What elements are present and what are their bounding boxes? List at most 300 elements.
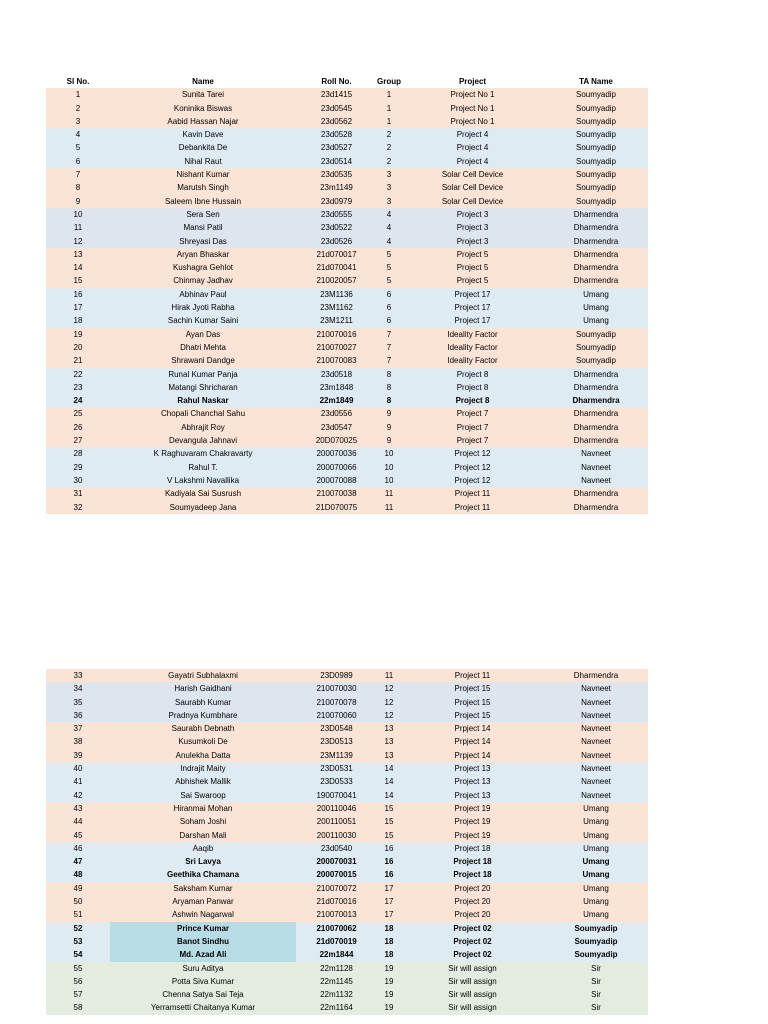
header-roll-no: Roll No. — [296, 75, 377, 88]
cell-sl-no: 18 — [46, 314, 110, 327]
cell-name: Saleem Ibne Hussain — [110, 195, 296, 208]
cell-project: Project 15 — [401, 682, 544, 695]
cell-ta-name: Navneet — [544, 474, 648, 487]
cell-roll-no: 23D0989 — [296, 669, 377, 682]
cell-roll-no: 21d070019 — [296, 935, 377, 948]
table-row — [46, 407, 648, 420]
cell-name: Devangula Jahnavi — [110, 434, 296, 447]
cell-project: Solar Cell Device — [401, 181, 544, 194]
cell-roll-no: 200070036 — [296, 447, 377, 460]
cell-ta-name: Navneet — [544, 461, 648, 474]
cell-project: Project 13 — [401, 789, 544, 802]
table-row — [46, 474, 648, 487]
cell-ta-name: Soumyadip — [544, 115, 648, 128]
cell-name: Matangi Shricharan — [110, 381, 296, 394]
cell-sl-no: 37 — [46, 722, 110, 735]
cell-project: Project 19 — [401, 802, 544, 815]
cell-sl-no: 23 — [46, 381, 110, 394]
cell-name: Kusumkoli De — [110, 735, 296, 748]
table-row — [46, 354, 648, 367]
cell-project: Project 02 — [401, 935, 544, 948]
table-row — [46, 829, 648, 842]
cell-name: Yerramsetti Chaitanya Kumar — [110, 1001, 296, 1014]
cell-sl-no: 24 — [46, 394, 110, 407]
cell-group: 7 — [377, 354, 401, 367]
cell-name: Koninika Biswas — [110, 102, 296, 115]
table-row — [46, 855, 648, 868]
cell-ta-name: Soumyadip — [544, 341, 648, 354]
cell-project: Project 3 — [401, 235, 544, 248]
cell-sl-no: 14 — [46, 261, 110, 274]
cell-name: Chenna Satya Sai Teja — [110, 988, 296, 1001]
cell-project: Project 19 — [401, 815, 544, 828]
cell-group: 3 — [377, 181, 401, 194]
cell-roll-no: 210070013 — [296, 908, 377, 921]
table-row — [46, 381, 648, 394]
cell-sl-no: 9 — [46, 195, 110, 208]
table-row — [46, 461, 648, 474]
cell-name: Potta Siva Kumar — [110, 975, 296, 988]
cell-roll-no: 23m1848 — [296, 381, 377, 394]
table-row — [46, 155, 648, 168]
cell-name: Marutsh Singh — [110, 181, 296, 194]
cell-group: 9 — [377, 421, 401, 434]
table-row — [46, 802, 648, 815]
cell-name: Saksham Kumar — [110, 882, 296, 895]
cell-ta-name: Soumyadip — [544, 88, 648, 101]
cell-roll-no: 23d0540 — [296, 842, 377, 855]
cell-sl-no: 7 — [46, 168, 110, 181]
table-row — [46, 421, 648, 434]
table-row — [46, 128, 648, 141]
cell-sl-no: 33 — [46, 669, 110, 682]
table-row — [46, 935, 648, 948]
cell-name: Shrawani Dandge — [110, 354, 296, 367]
cell-roll-no: 23d0527 — [296, 141, 377, 154]
table-row — [46, 88, 648, 101]
cell-name: Chinmay Jadhav — [110, 274, 296, 287]
cell-sl-no: 42 — [46, 789, 110, 802]
cell-project: Project No 1 — [401, 88, 544, 101]
cell-ta-name: Dharmendra — [544, 235, 648, 248]
table-row — [46, 762, 648, 775]
cell-roll-no: 23d0562 — [296, 115, 377, 128]
cell-project: Project 4 — [401, 141, 544, 154]
cell-name: Dhatri Mehta — [110, 341, 296, 354]
cell-project: Ideality Factor — [401, 328, 544, 341]
cell-roll-no: 23m1149 — [296, 181, 377, 194]
cell-name: Nihal Raut — [110, 155, 296, 168]
cell-roll-no: 23d1415 — [296, 88, 377, 101]
cell-name: Sachin Kumar Saini — [110, 314, 296, 327]
table-row — [46, 988, 648, 1001]
cell-project: Project 8 — [401, 381, 544, 394]
cell-roll-no: 200110051 — [296, 815, 377, 828]
cell-group: 1 — [377, 115, 401, 128]
cell-roll-no: 210070062 — [296, 922, 377, 935]
cell-roll-no: 190070041 — [296, 789, 377, 802]
cell-project: Sir will assign — [401, 1001, 544, 1014]
cell-roll-no: 22m1145 — [296, 975, 377, 988]
cell-group: 17 — [377, 895, 401, 908]
cell-roll-no: 23d0528 — [296, 128, 377, 141]
table-row — [46, 895, 648, 908]
cell-roll-no: 20D070025 — [296, 434, 377, 447]
cell-sl-no: 32 — [46, 501, 110, 514]
table-row — [46, 682, 648, 695]
cell-ta-name: Navneet — [544, 775, 648, 788]
cell-group: 17 — [377, 882, 401, 895]
cell-project: Project 15 — [401, 709, 544, 722]
cell-project: Sir will assign — [401, 988, 544, 1001]
cell-sl-no: 30 — [46, 474, 110, 487]
cell-group: 11 — [377, 487, 401, 500]
table-row — [46, 487, 648, 500]
cell-name: Suru Aditya — [110, 962, 296, 975]
cell-ta-name: Dharmendra — [544, 669, 648, 682]
cell-project: Project 19 — [401, 829, 544, 842]
table-row — [46, 341, 648, 354]
cell-ta-name: Soumyadip — [544, 922, 648, 935]
cell-name: Mansi Patil — [110, 221, 296, 234]
cell-project: Project 15 — [401, 696, 544, 709]
cell-group: 18 — [377, 935, 401, 948]
cell-ta-name: Dharmendra — [544, 394, 648, 407]
cell-group: 5 — [377, 274, 401, 287]
cell-sl-no: 17 — [46, 301, 110, 314]
cell-roll-no: 200110046 — [296, 802, 377, 815]
cell-ta-name: Dharmendra — [544, 274, 648, 287]
cell-ta-name: Navneet — [544, 789, 648, 802]
cell-ta-name: Dharmendra — [544, 434, 648, 447]
cell-group: 4 — [377, 208, 401, 221]
cell-project: Project 18 — [401, 868, 544, 881]
cell-roll-no: 200070066 — [296, 461, 377, 474]
cell-group: 15 — [377, 829, 401, 842]
cell-sl-no: 55 — [46, 962, 110, 975]
cell-roll-no: 21d070017 — [296, 248, 377, 261]
cell-sl-no: 6 — [46, 155, 110, 168]
table-row — [46, 235, 648, 248]
cell-group: 10 — [377, 461, 401, 474]
cell-sl-no: 13 — [46, 248, 110, 261]
table-row — [46, 696, 648, 709]
cell-roll-no: 210070072 — [296, 882, 377, 895]
cell-ta-name: Sir — [544, 1001, 648, 1014]
cell-project: Project 13 — [401, 762, 544, 775]
cell-project: Project 8 — [401, 394, 544, 407]
cell-sl-no: 57 — [46, 988, 110, 1001]
cell-sl-no: 38 — [46, 735, 110, 748]
cell-group: 9 — [377, 434, 401, 447]
cell-sl-no: 41 — [46, 775, 110, 788]
cell-sl-no: 8 — [46, 181, 110, 194]
cell-ta-name: Umang — [544, 815, 648, 828]
cell-ta-name: Soumyadip — [544, 128, 648, 141]
table-row — [46, 434, 648, 447]
cell-sl-no: 22 — [46, 368, 110, 381]
cell-project: Prpject 14 — [401, 722, 544, 735]
cell-name: Abhishek Mallik — [110, 775, 296, 788]
cell-group: 13 — [377, 722, 401, 735]
cell-group: 9 — [377, 407, 401, 420]
cell-project: Project 12 — [401, 447, 544, 460]
cell-group: 18 — [377, 922, 401, 935]
table-row — [46, 141, 648, 154]
cell-roll-no: 200070031 — [296, 855, 377, 868]
cell-group: 15 — [377, 802, 401, 815]
cell-roll-no: 23d0556 — [296, 407, 377, 420]
cell-group: 19 — [377, 988, 401, 1001]
cell-name: Anulekha Datta — [110, 749, 296, 762]
cell-ta-name: Sir — [544, 988, 648, 1001]
cell-ta-name: Dharmendra — [544, 421, 648, 434]
table-row — [46, 722, 648, 735]
cell-project: Project 20 — [401, 895, 544, 908]
header-project: Project — [401, 75, 544, 88]
cell-name: Pradnya Kumbhare — [110, 709, 296, 722]
table-row — [46, 288, 648, 301]
table-row — [46, 115, 648, 128]
cell-ta-name: Navneet — [544, 447, 648, 460]
cell-roll-no: 23D0531 — [296, 762, 377, 775]
cell-group: 5 — [377, 248, 401, 261]
cell-group: 1 — [377, 88, 401, 101]
cell-group: 8 — [377, 381, 401, 394]
header-row — [46, 75, 648, 88]
cell-roll-no: 210070027 — [296, 341, 377, 354]
cell-project: Project 8 — [401, 368, 544, 381]
cell-group: 2 — [377, 128, 401, 141]
cell-project: Project 12 — [401, 474, 544, 487]
cell-project: Project 12 — [401, 461, 544, 474]
cell-name: Runal Kumar Panja — [110, 368, 296, 381]
cell-roll-no: 23d0535 — [296, 168, 377, 181]
cell-ta-name: Umang — [544, 802, 648, 815]
cell-ta-name: Soumyadip — [544, 141, 648, 154]
cell-ta-name: Dharmendra — [544, 221, 648, 234]
cell-roll-no: 21D070075 — [296, 501, 377, 514]
cell-roll-no: 22m1844 — [296, 948, 377, 961]
cell-project: Project 5 — [401, 248, 544, 261]
cell-group: 12 — [377, 682, 401, 695]
cell-group: 10 — [377, 447, 401, 460]
cell-ta-name: Soumyadip — [544, 181, 648, 194]
table-row — [46, 749, 648, 762]
cell-sl-no: 25 — [46, 407, 110, 420]
cell-group: 14 — [377, 775, 401, 788]
cell-sl-no: 5 — [46, 141, 110, 154]
cell-roll-no: 23d0545 — [296, 102, 377, 115]
cell-name: Debankita De — [110, 141, 296, 154]
cell-ta-name: Soumyadip — [544, 328, 648, 341]
table-row — [46, 669, 648, 682]
table-row — [46, 394, 648, 407]
table-row — [46, 181, 648, 194]
cell-ta-name: Umang — [544, 855, 648, 868]
table-row — [46, 261, 648, 274]
cell-sl-no: 46 — [46, 842, 110, 855]
cell-name: Sera Sen — [110, 208, 296, 221]
cell-project: Project 4 — [401, 155, 544, 168]
table-row — [46, 368, 648, 381]
cell-ta-name: Soumyadip — [544, 168, 648, 181]
table-row — [46, 735, 648, 748]
cell-roll-no: 23d0526 — [296, 235, 377, 248]
cell-roll-no: 200110030 — [296, 829, 377, 842]
cell-roll-no: 22m1132 — [296, 988, 377, 1001]
cell-ta-name: Umang — [544, 882, 648, 895]
cell-sl-no: 20 — [46, 341, 110, 354]
cell-ta-name: Soumyadip — [544, 195, 648, 208]
cell-name: Shreyasi Das — [110, 235, 296, 248]
header-ta-name: TA Name — [544, 75, 648, 88]
cell-group: 7 — [377, 341, 401, 354]
cell-group: 3 — [377, 168, 401, 181]
cell-roll-no: 23d0547 — [296, 421, 377, 434]
cell-name: Kadiyala Sai Susrush — [110, 487, 296, 500]
cell-roll-no: 23d0979 — [296, 195, 377, 208]
cell-project: Project 4 — [401, 128, 544, 141]
cell-sl-no: 50 — [46, 895, 110, 908]
cell-roll-no: 23d0555 — [296, 208, 377, 221]
cell-sl-no: 54 — [46, 948, 110, 961]
cell-name: Indrajit Maity — [110, 762, 296, 775]
cell-roll-no: 23D0533 — [296, 775, 377, 788]
cell-roll-no: 210070030 — [296, 682, 377, 695]
cell-name: Soumyadeep Jana — [110, 501, 296, 514]
cell-ta-name: Navneet — [544, 709, 648, 722]
cell-ta-name: Navneet — [544, 682, 648, 695]
cell-sl-no: 3 — [46, 115, 110, 128]
cell-sl-no: 19 — [46, 328, 110, 341]
cell-name: Saurabh Kumar — [110, 696, 296, 709]
table-row — [46, 102, 648, 115]
cell-name: Darshan Mali — [110, 829, 296, 842]
cell-sl-no: 49 — [46, 882, 110, 895]
cell-sl-no: 15 — [46, 274, 110, 287]
student-table-part-2 — [46, 669, 648, 1015]
table-row — [46, 168, 648, 181]
cell-name: Chopali Chanchal Sahu — [110, 407, 296, 420]
cell-project: Project 3 — [401, 208, 544, 221]
cell-ta-name: Soumyadip — [544, 935, 648, 948]
cell-project: Ideality Factor — [401, 341, 544, 354]
header-name: Name — [110, 75, 296, 88]
cell-project: Project 20 — [401, 908, 544, 921]
cell-ta-name: Soumyadip — [544, 155, 648, 168]
cell-group: 6 — [377, 288, 401, 301]
cell-group: 16 — [377, 842, 401, 855]
table-row — [46, 908, 648, 921]
cell-ta-name: Dharmendra — [544, 381, 648, 394]
cell-group: 19 — [377, 962, 401, 975]
cell-roll-no: 23d0522 — [296, 221, 377, 234]
cell-project: Project 11 — [401, 501, 544, 514]
cell-name: Hirak Jyoti Rabha — [110, 301, 296, 314]
cell-group: 4 — [377, 235, 401, 248]
cell-ta-name: Umang — [544, 895, 648, 908]
cell-sl-no: 40 — [46, 762, 110, 775]
cell-ta-name: Dharmendra — [544, 208, 648, 221]
cell-project: Project 17 — [401, 288, 544, 301]
cell-project: Project 18 — [401, 855, 544, 868]
cell-project: Project 7 — [401, 434, 544, 447]
cell-ta-name: Navneet — [544, 749, 648, 762]
cell-name: Md. Azad Ali — [110, 948, 296, 961]
table-row — [46, 882, 648, 895]
cell-group: 3 — [377, 195, 401, 208]
cell-roll-no: 21d070041 — [296, 261, 377, 274]
cell-roll-no: 22m1128 — [296, 962, 377, 975]
cell-group: 19 — [377, 975, 401, 988]
cell-project: Project 5 — [401, 274, 544, 287]
cell-roll-no: 23M1162 — [296, 301, 377, 314]
cell-project: Project 02 — [401, 922, 544, 935]
cell-group: 12 — [377, 709, 401, 722]
cell-ta-name: Umang — [544, 868, 648, 881]
cell-name: Sri Lavya — [110, 855, 296, 868]
cell-ta-name: Dharmendra — [544, 407, 648, 420]
cell-project: Sir will assign — [401, 975, 544, 988]
cell-group: 14 — [377, 762, 401, 775]
cell-ta-name: Dharmendra — [544, 248, 648, 261]
cell-name: Ayan Das — [110, 328, 296, 341]
table-row — [46, 208, 648, 221]
cell-roll-no: 200070088 — [296, 474, 377, 487]
cell-sl-no: 53 — [46, 935, 110, 948]
cell-name: Aaqib — [110, 842, 296, 855]
header-sl-no: Sl No. — [46, 75, 110, 88]
cell-name: Harish Gaidhani — [110, 682, 296, 695]
cell-project: Project No 1 — [401, 115, 544, 128]
cell-ta-name: Umang — [544, 314, 648, 327]
cell-name: Aabid Hassan Najar — [110, 115, 296, 128]
cell-roll-no: 210070078 — [296, 696, 377, 709]
cell-roll-no: 210070038 — [296, 487, 377, 500]
cell-group: 16 — [377, 868, 401, 881]
cell-sl-no: 29 — [46, 461, 110, 474]
table-row — [46, 221, 648, 234]
table-row — [46, 709, 648, 722]
cell-group: 11 — [377, 501, 401, 514]
cell-name: Kushagra Gehlot — [110, 261, 296, 274]
cell-ta-name: Soumyadip — [544, 102, 648, 115]
cell-sl-no: 36 — [46, 709, 110, 722]
cell-name: Hiranmai Mohan — [110, 802, 296, 815]
cell-sl-no: 34 — [46, 682, 110, 695]
cell-roll-no: 23M1136 — [296, 288, 377, 301]
cell-project: Project 11 — [401, 487, 544, 500]
cell-name: Prince Kumar — [110, 922, 296, 935]
header-group: Group — [377, 75, 401, 88]
cell-name: Nishant Kumar — [110, 168, 296, 181]
cell-project: Project 7 — [401, 407, 544, 420]
cell-sl-no: 27 — [46, 434, 110, 447]
cell-ta-name: Umang — [544, 288, 648, 301]
cell-sl-no: 2 — [46, 102, 110, 115]
table-row — [46, 815, 648, 828]
cell-sl-no: 28 — [46, 447, 110, 460]
cell-project: Project 20 — [401, 882, 544, 895]
cell-name: Ashwin Nagarwal — [110, 908, 296, 921]
cell-group: 12 — [377, 696, 401, 709]
cell-ta-name: Dharmendra — [544, 368, 648, 381]
cell-sl-no: 58 — [46, 1001, 110, 1014]
cell-project: Project 13 — [401, 775, 544, 788]
cell-group: 11 — [377, 669, 401, 682]
table-row — [46, 789, 648, 802]
